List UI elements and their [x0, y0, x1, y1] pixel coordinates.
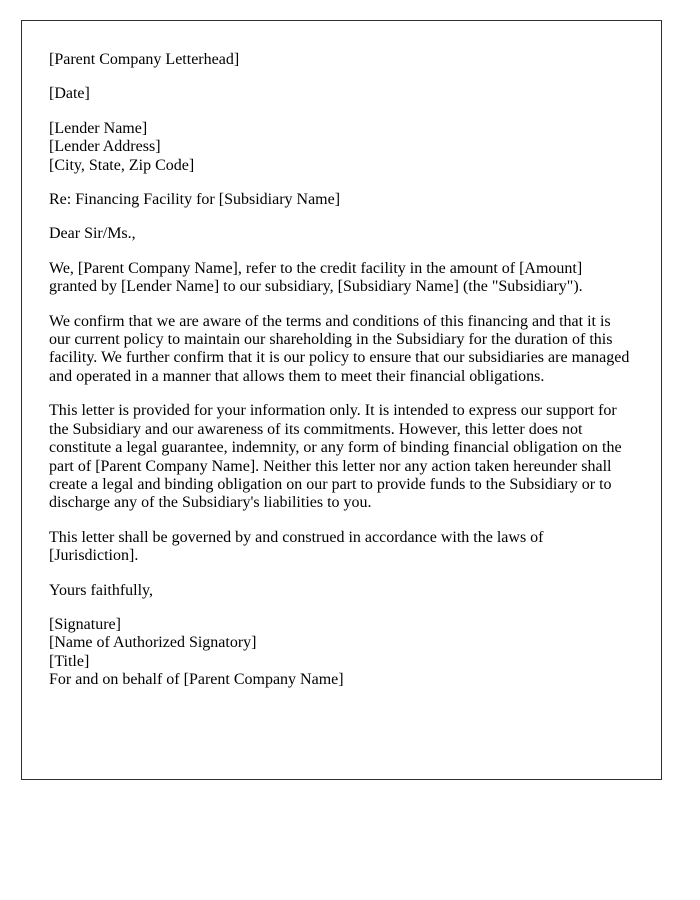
- body-paragraph-reference: We, [Parent Company Name], refer to the credit facility in the amount of [Amount] granted by [Lender Name] to our subsidiary, [Subsidiary Name] (the "Subsidiary").: [49, 259, 583, 296]
- letter-page: [21, 20, 662, 780]
- date-placeholder: [Date]: [49, 85, 90, 103]
- body-paragraph-confirmation: We confirm that we are aware of the terms and conditions of this financing and that it is our current policy to maintain our shareholding in the Subsidiary for the duration of this facility. We further confirm that it is our policy to ensure that our subsidiaries are managed and operated in a manner that allows them to meet their financial obligations.: [49, 312, 630, 385]
- letterhead-placeholder: [Parent Company Letterhead]: [49, 51, 240, 68]
- salutation: Dear Sir/Ms.,: [49, 225, 136, 243]
- subject-line: Re: Financing Facility for [Subsidiary Name]: [49, 191, 341, 209]
- signatory-name-placeholder: [Name of Authorized Signatory]: [49, 634, 257, 652]
- signature-placeholder: [Signature]: [49, 615, 121, 633]
- on-behalf-of-line: For and on behalf of [Parent Company Name]: [49, 671, 344, 689]
- recipient-name-line: [Lender Name]: [49, 119, 148, 137]
- body-paragraph-governing-law: This letter shall be governed by and construed in accordance with the laws of [Jurisdiction].: [49, 528, 544, 565]
- signature-block: [49, 616, 633, 690]
- signatory-title-placeholder: [Title]: [49, 652, 90, 670]
- closing-line: Yours faithfully,: [49, 581, 154, 599]
- recipient-address-block: [49, 120, 633, 175]
- body-paragraph-disclaimer: This letter is provided for your information only. It is intended to express our support for the Subsidiary and our awareness of its commitments. However, this letter does not constitute a legal guarantee, indemnity, or any form of binding financial obligation on the part of [Parent Company Name]. Neither this letter nor any action taken hereunder shall create a legal and binding obligation on our part to provide funds to the Subsidiary or to discharge any of the Subsidiary's liabilities to you.: [49, 402, 622, 512]
- recipient-city-line: [City, State, Zip Code]: [49, 156, 195, 174]
- recipient-address-line: [Lender Address]: [49, 138, 161, 156]
